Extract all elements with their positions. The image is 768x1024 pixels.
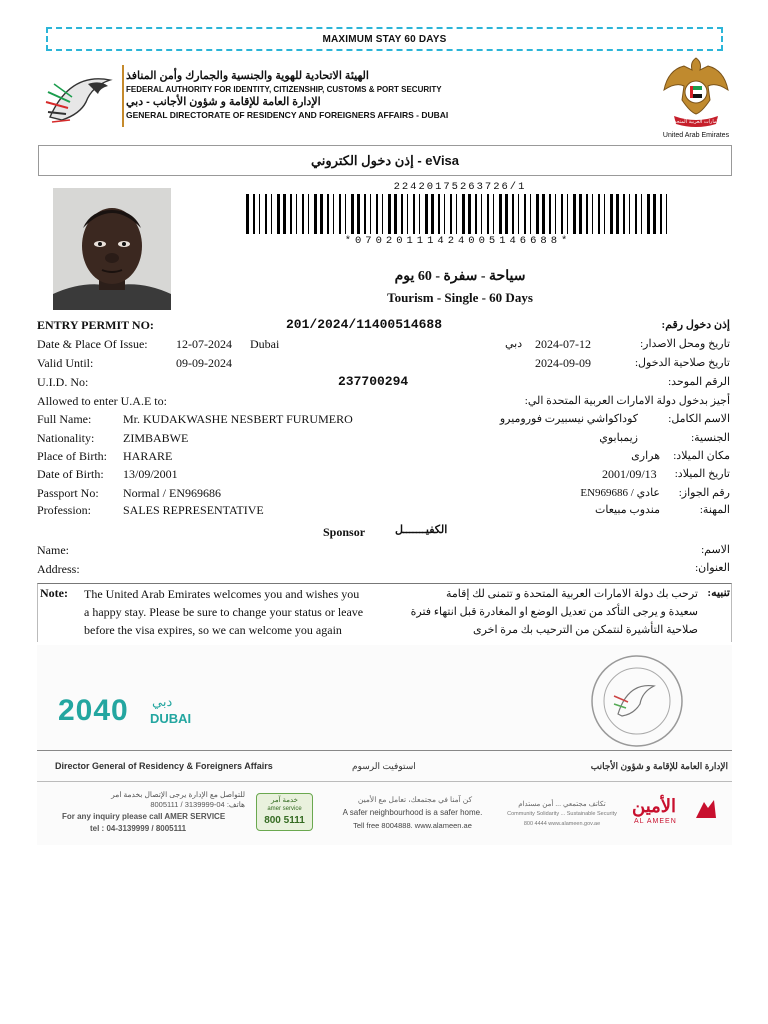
barcode-bar <box>413 194 415 234</box>
note-label-ar: تنبيه: <box>707 587 730 599</box>
barcode-bar <box>499 194 502 234</box>
barcode-bar <box>623 194 625 234</box>
barcode-top-number: 22420175263726/1 <box>393 181 527 193</box>
issue-date-ar: 2024-07-12 <box>535 337 591 351</box>
barcode-bottom-number: *07020111424005146688* <box>344 235 572 247</box>
barcode-bar <box>579 194 582 234</box>
barcode-bar <box>271 194 272 234</box>
falcon-logo-icon <box>40 62 120 130</box>
issue-place-ar: دبي <box>505 338 523 350</box>
full-name-value-ar: كوداكواشي نيسبيرت فوروميرو <box>499 413 638 425</box>
barcode-bar <box>308 194 309 234</box>
barcode-bar <box>456 194 457 234</box>
evisa-title: إذن دخول الكتروني - eVisa <box>38 145 732 176</box>
allowed-label: Allowed to enter U.A.E to: <box>37 394 167 408</box>
sponsor-title: Sponsor <box>323 525 366 539</box>
issue-label-ar: تاريخ ومحل الاصدار: <box>640 338 730 350</box>
barcode-bar <box>616 194 619 234</box>
barcode-bar <box>283 194 286 234</box>
barcode-bar <box>277 194 280 234</box>
amer-logo-en: amer service <box>267 806 302 812</box>
safer-ar: كن آمنا في مجتمعك، تعامل مع الأمين <box>357 795 473 804</box>
amer-contact-en-2: tel : 04-3139999 / 8005111 <box>90 824 187 833</box>
sponsor-address-label: Address: <box>37 562 80 576</box>
passport-label-ar: رقم الجواز: <box>678 487 730 499</box>
brand-dubai-ar: دبي <box>152 694 173 709</box>
uid-label-ar: الرقم الموحد: <box>668 376 730 388</box>
sponsor-name-label: Name: <box>37 543 69 557</box>
nationality-label: Nationality: <box>37 431 95 445</box>
note-ar-line: صلاحية التأشيرة لنتمكن من الترحيب بك مرة اخرى <box>473 624 698 636</box>
uae-emblem-icon <box>660 52 732 130</box>
barcode-bar <box>518 194 519 234</box>
barcode-bar <box>505 194 508 234</box>
barcode-bar <box>425 194 428 234</box>
barcode-bar <box>653 194 656 234</box>
entry-permit-label-ar: إذن دخول رقم: <box>661 319 730 331</box>
profession-value: SALES REPRESENTATIVE <box>123 503 264 517</box>
barcode-bar <box>573 194 576 234</box>
barcode-bar <box>394 194 397 234</box>
sponsor-title-ar: الكفيـــــــل <box>395 524 448 536</box>
nationality-label-ar: الجنسية: <box>691 432 730 444</box>
barcode-bar <box>666 194 667 234</box>
ameen-en: AL AMEEN <box>634 818 677 825</box>
valid-until-value: 09-09-2024 <box>176 356 232 370</box>
barcode-bar <box>598 194 600 234</box>
full-name-value: Mr. KUDAKWASHE NESBERT FURUMERO <box>123 412 353 426</box>
entry-permit-value: 201/2024/11400514688 <box>286 317 443 332</box>
brand-dubai-en: DUBAI <box>150 711 192 726</box>
max-stay-banner: MAXIMUM STAY 60 DAYS <box>46 27 723 51</box>
note-en-line: The United Arab Emirates welcomes you and wishes you <box>84 587 360 601</box>
valid-until-label: Valid Until: <box>37 356 94 370</box>
barcode-bar <box>586 194 588 234</box>
barcode-bar <box>487 194 489 234</box>
barcode-bar <box>475 194 477 234</box>
profession-value-ar: مندوب مبيعات <box>595 504 660 516</box>
place-of-birth-value: HARARE <box>123 449 173 463</box>
place-of-birth-label-ar: مكان الميلاد: <box>673 450 730 462</box>
director-title-ar: الإدارة العامة للإقامة و شؤون الأجانب <box>590 761 728 771</box>
entry-permit-label: ENTRY PERMIT NO: <box>37 318 154 332</box>
barcode-bar <box>401 194 403 234</box>
barcode-bar <box>635 194 637 234</box>
barcode-bar <box>536 194 539 234</box>
portrait-image-icon <box>53 188 171 310</box>
barcode-bar <box>419 194 420 234</box>
footer-divider <box>37 750 732 751</box>
authority-header <box>126 70 449 122</box>
note-text-en <box>84 585 384 639</box>
sponsor-name-label-ar: الاسم: <box>701 544 730 556</box>
valid-until-value-ar: 2024-09-09 <box>535 356 591 370</box>
uid-value: 237700294 <box>338 374 409 389</box>
barcode-bar <box>302 194 304 234</box>
barcode-bar <box>561 194 563 234</box>
barcode-bar <box>493 194 494 234</box>
amer-contact-ar-1: للتواصل مع الإدارة يرجى الإتصال بخدمة امر <box>111 790 245 799</box>
passport-value: Normal / EN969686 <box>123 486 221 500</box>
barcode-bar <box>345 194 346 234</box>
community-en: Community Solidarity ... Sustainable Security <box>507 811 617 817</box>
safer-tel: Tell free 8004888. www.alameen.ae <box>353 821 472 830</box>
official-stamp-icon <box>588 652 686 750</box>
nationality-value: ZIMBABWE <box>123 431 189 445</box>
full-name-label: Full Name: <box>37 412 92 426</box>
header-divider <box>122 65 124 127</box>
place-of-birth-value-ar: هرارى <box>631 450 660 462</box>
dob-label-ar: تاريخ الميلاد: <box>674 468 730 480</box>
barcode-bar <box>462 194 465 234</box>
barcode-bar <box>357 194 360 234</box>
fees-paid-ar: استوفيت الرسوم <box>352 761 416 771</box>
barcode-bar <box>481 194 482 234</box>
passport-value-ar: عادي / EN969686 <box>580 487 660 499</box>
issue-place: Dubai <box>250 337 280 351</box>
barcode-bar <box>647 194 650 234</box>
barcode-bar <box>641 194 642 234</box>
barcode-bar <box>610 194 613 234</box>
amer-contact-en-1: For any inquiry please call AMER SERVICE <box>62 812 226 821</box>
brand-2040-number: 2040 <box>58 694 129 727</box>
directorate-name-en: GENERAL DIRECTORATE OF RESIDENCY AND FOREIGNERS AFFAIRS - DUBAI <box>126 110 449 120</box>
barcode-bar <box>629 194 630 234</box>
barcode-bar <box>376 194 378 234</box>
barcode-bar <box>351 194 354 234</box>
issue-label: Date & Place Of Issue: <box>37 337 148 351</box>
community-ar: تكاتف مجتمعي ... أمن مستدام <box>518 801 606 808</box>
amer-logo-ar: خدمة آمر <box>270 797 298 804</box>
barcode-bar <box>364 194 366 234</box>
barcode-bar <box>549 194 551 234</box>
note-text-ar <box>398 585 698 639</box>
barcode-bar <box>290 194 292 234</box>
nationality-value-ar: زيمبابوي <box>599 432 638 444</box>
dob-value: 13/09/2001 <box>123 467 178 481</box>
amer-logo-number: 800 5111 <box>264 815 305 826</box>
dubai-2040-logo <box>58 694 218 734</box>
barcode-bar <box>567 194 568 234</box>
barcode-bar <box>512 194 514 234</box>
barcode-bar <box>431 194 434 234</box>
barcode-bar <box>530 194 531 234</box>
emblem-ribbon-text: الإمارات العربية المتحدة <box>671 119 721 125</box>
note-en-line: a happy stay. Please be sure to change your status or leave <box>84 605 364 619</box>
profession-label: Profession: <box>37 503 91 517</box>
valid-until-label-ar: تاريخ صلاحية الدخول: <box>634 357 730 369</box>
amer-service-logo <box>256 793 313 831</box>
barcode-bar <box>542 194 545 234</box>
barcode-bar <box>660 194 662 234</box>
barcode-bar <box>253 194 255 234</box>
dob-value-ar: 2001/09/13 <box>602 467 657 481</box>
barcode-bar <box>555 194 556 234</box>
barcode-bar <box>296 194 297 234</box>
barcode-bar <box>314 194 317 234</box>
authority-name-en: FEDERAL AUTHORITY FOR IDENTITY, CITIZENSHIP, CUSTOMS & PORT SECURITY <box>126 85 442 94</box>
note-en-line: before the visa expires, so we can welcome you again <box>84 623 342 637</box>
note-label: Note: <box>40 586 68 600</box>
barcode-bar <box>339 194 341 234</box>
community-contact: 800 4444 www.alameen.gov.ae <box>523 821 601 827</box>
barcode-bar <box>592 194 593 234</box>
directorate-name-ar: الإدارة العامة للإقامة و شؤون الأجانب - دبي <box>126 96 321 108</box>
barcode-bar <box>604 194 605 234</box>
barcode-bar <box>468 194 471 234</box>
barcode-bar <box>265 194 267 234</box>
note-ar-line: سعيدة و يرجى التأكد من تعديل الوضع او المغادرة قبل انتهاء فترة <box>410 606 698 618</box>
barcode-bar <box>370 194 371 234</box>
uid-label: U.I.D. No: <box>37 375 89 389</box>
director-title-en: Director General of Residency & Foreigners Affairs <box>55 761 273 771</box>
barcode-bar <box>246 194 249 234</box>
visa-type-ar: سياحة - سفرة - 60 يوم <box>394 269 526 284</box>
barcode-icon <box>246 194 670 234</box>
ameen-hand-icon <box>694 798 718 820</box>
amer-contact-ar-2: هاتف: 04-3139999 / 8005111 <box>150 800 245 809</box>
note-ar-line: ترحب بك دولة الامارات العربية المتحدة و تتمنى لك إقامة <box>446 588 698 600</box>
barcode-bar <box>450 194 452 234</box>
safer-en: A safer neighbourhood is a safer home. <box>342 808 483 817</box>
footer-divider-2 <box>37 781 732 782</box>
allowed-label-ar: أجيز بدخول دولة الامارات العربية المتحدة الي: <box>524 395 730 407</box>
place-of-birth-label: Place of Birth: <box>37 449 107 463</box>
barcode-bar <box>320 194 323 234</box>
passport-label: Passport No: <box>37 486 99 500</box>
dob-label: Date of Birth: <box>37 467 104 481</box>
barcode-bar <box>388 194 391 234</box>
barcode-bar <box>259 194 260 234</box>
visa-type-en: Tourism - Single - 60 Days <box>387 290 533 305</box>
barcode-bar <box>444 194 445 234</box>
issue-date: 12-07-2024 <box>176 337 232 351</box>
barcode-bar <box>524 194 526 234</box>
barcode-bar <box>333 194 334 234</box>
al-ameen-logo <box>632 796 720 828</box>
profession-label-ar: المهنة: <box>699 504 730 516</box>
ameen-ar: الأمين <box>632 796 677 816</box>
barcode-bar <box>382 194 383 234</box>
sponsor-address-label-ar: العنوان: <box>695 562 730 574</box>
barcode-bar <box>327 194 329 234</box>
uae-caption: United Arab Emirates <box>662 132 730 139</box>
authority-name-ar: الهيئة الاتحادية للهوية والجنسية والجمارك وأمن المنافذ <box>126 70 369 82</box>
full-name-label-ar: الاسم الكامل: <box>668 413 730 425</box>
barcode-bar <box>438 194 440 234</box>
barcode-bar <box>407 194 408 234</box>
holder-photo <box>53 188 171 310</box>
